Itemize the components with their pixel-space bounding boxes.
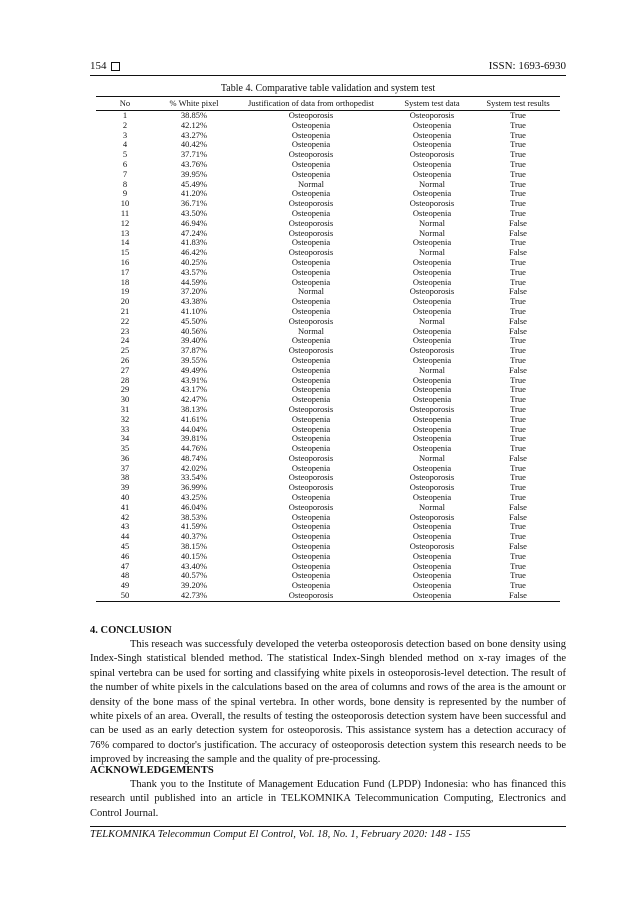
table-cell: 40.25% [180,256,208,267]
table-cell: 2 [122,119,128,130]
table-cell: Osteoporosis [288,110,334,120]
table-cell: 36.99% [180,482,208,493]
table-cell: Osteopenia [291,168,331,179]
acknowledgements-heading: ACKNOWLEDGEMENTS [90,765,214,776]
table-cell: 10 [120,198,130,209]
table-row [96,591,560,601]
table-cell: 45 [120,541,130,552]
table-cell: 47.24% [180,227,208,238]
table-cell: 38.13% [180,403,208,414]
table-cell: False [509,325,527,336]
table-cell: Normal [419,364,445,375]
table-cell: Osteoporosis [288,345,334,356]
table-cell: 37.20% [180,286,208,297]
table-cell: Osteoporosis [409,149,455,160]
table-cell: 40.56% [180,325,208,336]
table-cell: True [510,178,526,189]
table-cell: Osteopenia [291,560,331,571]
table-cell: 42.47% [180,394,208,405]
table-cell: 37.87% [180,345,208,356]
table-cell: Osteopenia [291,207,331,218]
table-cell: True [510,237,526,248]
table-cell: Osteopenia [291,305,331,316]
table-cell: Osteopenia [291,550,331,561]
table-cell: Osteopenia [291,394,331,405]
table-cell: True [510,168,526,179]
table-cell: 44.59% [180,276,208,287]
table-cell: Osteopenia [412,433,452,444]
table-cell: Osteopenia [412,158,452,169]
table-cell: True [510,305,526,316]
table-cell: False [509,247,527,258]
table-cell: Osteoporosis [288,403,334,414]
table-cell: Osteopenia [291,580,331,591]
table-cell: Osteopenia [412,590,452,601]
table-cell: 5 [122,149,128,160]
table-cell: True [510,374,526,385]
table-cell: True [510,207,526,218]
table-cell: Osteopenia [412,188,452,199]
table-cell: 49 [120,580,130,591]
table-cell: 39 [120,482,130,493]
table-cell: Osteopenia [291,423,331,434]
table-cell: 43 [120,521,130,532]
column-header: System test data [404,98,460,108]
table-caption: Table 4. Comparative table validation and system test [220,83,436,94]
table-cell: 4 [122,139,128,150]
table-cell: 21 [120,305,130,316]
table-cell: False [509,452,527,463]
table-cell: Osteoporosis [288,452,334,463]
table-cell: False [509,590,527,601]
table-cell: Osteopenia [291,364,331,375]
results-table-container [96,96,560,602]
table-cell: 31 [120,403,130,414]
table-cell: 43.38% [180,296,208,307]
table-cell: Osteopenia [291,188,331,199]
table-cell: Osteopenia [412,237,452,248]
table-cell: Osteopenia [412,276,452,287]
table-cell: Osteopenia [412,423,452,434]
table-cell: False [509,541,527,552]
table-cell: 38.85% [180,110,208,120]
table-cell: 36 [120,452,130,463]
table-cell: 38 [120,472,130,483]
table-cell: True [510,266,526,277]
table-cell: 46 [120,550,130,561]
table-cell: Osteoporosis [288,501,334,512]
table-cell: True [510,119,526,130]
table-cell: 15 [120,247,130,258]
table-cell: Osteopenia [291,266,331,277]
table-cell: True [510,139,526,150]
table-cell: 44.04% [180,423,208,434]
table-cell: Osteoporosis [288,247,334,258]
table-cell: Normal [419,452,445,463]
table-cell: 47 [120,560,130,571]
table-cell: Osteoporosis [288,482,334,493]
table-cell: 43.27% [180,129,208,140]
table-cell: Osteoporosis [409,198,455,209]
table-cell: 44 [120,531,130,542]
table-cell: 9 [122,188,128,199]
table-cell: Osteopenia [412,256,452,267]
table-cell: 41.61% [180,413,208,424]
table-cell: 23 [120,325,130,336]
table-cell: 25 [120,345,130,356]
table-cell: Osteopenia [291,413,331,424]
table-cell: Osteoporosis [288,590,334,601]
table-cell: 43.17% [180,384,208,395]
table-cell: Osteopenia [412,443,452,454]
table-cell: Osteoporosis [409,482,455,493]
table-cell: 14 [120,237,130,248]
table-cell: 43.76% [180,158,208,169]
table-cell: True [510,110,526,120]
table-cell: 40.57% [180,570,208,581]
table-cell: Osteopenia [291,433,331,444]
table-cell: Osteopenia [412,462,452,473]
table-cell: True [510,296,526,307]
table-cell: Osteopenia [291,276,331,287]
table-cell: 12 [120,217,130,228]
table-cell: Normal [419,227,445,238]
table-cell: True [510,433,526,444]
table-cell: Normal [419,315,445,326]
table-cell: 40.42% [180,139,208,150]
table-cell: Osteopenia [412,129,452,140]
table-cell: True [510,198,526,209]
table-cell: 38.53% [180,511,208,522]
table-cell: True [510,276,526,287]
table-cell: Osteopenia [291,237,331,248]
table-cell: True [510,413,526,424]
table-cell: Osteoporosis [288,198,334,209]
table-cell: True [510,149,526,160]
table-cell: Osteopenia [291,570,331,581]
table-cell: Osteopenia [412,296,452,307]
table-cell: 8 [122,178,128,189]
table-cell: 7 [122,168,128,179]
table-cell: Normal [419,501,445,512]
table-row [96,317,560,327]
table-cell: Osteopenia [291,256,331,267]
table-cell: True [510,560,526,571]
footer-divider [90,826,566,827]
table-cell: 41.10% [180,305,208,316]
table-cell: True [510,158,526,169]
table-cell: 19 [120,286,130,297]
table-cell: 39.55% [180,354,208,365]
table-cell: Osteopenia [412,570,452,581]
table-cell: 41.20% [180,188,208,199]
table-cell: 44.76% [180,443,208,454]
table-cell: False [509,286,527,297]
table-header-row [96,97,560,111]
table-cell: True [510,482,526,493]
table-cell: 1 [122,110,128,120]
table-row [96,170,560,180]
table-cell: Osteopenia [412,354,452,365]
table-cell: Osteopenia [291,511,331,522]
table-cell: Normal [419,178,445,189]
table-cell: 50 [120,590,130,601]
table-cell: True [510,384,526,395]
results-table [96,96,560,602]
table-cell: True [510,472,526,483]
table-cell: Osteopenia [291,119,331,130]
table-cell: Osteopenia [412,580,452,591]
table-cell: Osteopenia [291,541,331,552]
table-cell: 41 [120,501,130,512]
table-cell: Osteopenia [291,462,331,473]
table-cell: False [509,501,527,512]
table-cell: 18 [120,276,130,287]
table-cell: 28 [120,374,130,385]
table-cell: 37 [120,462,130,473]
table-cell: Osteopenia [412,119,452,130]
table-cell: True [510,354,526,365]
table-cell: True [510,531,526,542]
table-cell: Osteopenia [291,139,331,150]
table-cell: Osteoporosis [409,472,455,483]
table-cell: Osteopenia [412,531,452,542]
table-cell: Osteoporosis [288,472,334,483]
table-cell: Osteoporosis [288,217,334,228]
table-cell: 43.91% [180,374,208,385]
table-cell: 30 [120,394,130,405]
table-cell: 46.42% [180,247,208,258]
table-cell: 37.71% [180,149,208,160]
table-cell: 39.95% [180,168,208,179]
table-cell: 3 [122,129,128,140]
table-cell: Osteopenia [412,550,452,561]
table-cell: 33 [120,423,130,434]
table-cell: True [510,423,526,434]
table-cell: True [510,394,526,405]
page-footer: TELKOMNIKA Telecommun Comput El Control, Vol. 18, No. 1, February 2020: 148 - 155 [90,829,471,840]
table-cell: Osteopenia [412,521,452,532]
table-cell: Osteopenia [291,531,331,542]
table-cell: Osteopenia [291,443,331,454]
table-cell: Osteopenia [291,296,331,307]
table-cell: Osteoporosis [409,541,455,552]
square-icon [111,62,120,71]
table-cell: True [510,550,526,561]
table-cell: 22 [120,315,130,326]
table-cell: Osteopenia [291,492,331,503]
issn: ISSN: 1693-6930 [488,60,566,72]
table-cell: 26 [120,354,130,365]
table-cell: True [510,256,526,267]
table-cell: 36.71% [180,198,208,209]
page-header [90,58,566,74]
table-cell: 40.15% [180,550,208,561]
table-cell: Osteoporosis [409,403,455,414]
acknowledgements-paragraph: Thank you to the Institute of Management Education Fund (LPDP) Indonesia: who has financed this research until published into an article in TELKOMNIKA Telecommunication Computing, Electronics and Control Journal. [90,779,566,819]
table-cell: Normal [419,247,445,258]
table-cell: 43.25% [180,492,208,503]
table-cell: Osteopenia [412,384,452,395]
column-header: Justification of data from orthopedist [247,98,375,108]
table-body [96,111,560,602]
table-cell: True [510,188,526,199]
table-cell: 49.49% [180,364,208,375]
table-cell: Osteopenia [412,374,452,385]
table-cell: Normal [419,217,445,228]
table-cell: 32 [120,413,130,424]
table-cell: 38.15% [180,541,208,552]
table-cell: Osteoporosis [288,227,334,238]
table-cell: True [510,492,526,503]
table-cell: 43.40% [180,560,208,571]
conclusion-paragraph: This reseach was successfuly developed the veterba osteoporosis detection based on bone density using Index-Singh statistical blended method. The statistical Index-Singh blended method on x-ray images of the spinal vertebra can be used for sorting and classifying white pixels in osteoporosis-level detection. The result of the number of white pixels in the calculations based on the area of columns and rows of the area is the amount or density of the bone mass of the spinal vertebra. In other words, bone density is represented by the number of white pixels of an area. Overall, the results of testing the osteoporosis detection system have been successful and can be used as an early detection system for osteoporosis. This assistance system has a detection accuracy of 76% compared to doctor's justification. The accuracy of osteoporosis detection system this research needs to be improved by increasing the sample and the quality of pre-processing. [90,639,566,766]
table-cell: True [510,443,526,454]
table-cell: False [509,364,527,375]
table-cell: Osteoporosis [288,149,334,160]
table-cell: 13 [120,227,130,238]
table-cell: 27 [120,364,130,375]
table-cell: 41.83% [180,237,208,248]
table-cell: 39.40% [180,335,208,346]
conclusion-heading: 4. CONCLUSION [90,625,172,636]
table-cell: True [510,570,526,581]
table-cell: 41.59% [180,521,208,532]
table-cell: 42 [120,511,130,522]
table-cell: Osteopenia [412,413,452,424]
table-cell: Normal [298,325,324,336]
table-cell: Osteopenia [412,168,452,179]
table-cell: 40.37% [180,531,208,542]
table-cell: 17 [120,266,130,277]
table-cell: 46.94% [180,217,208,228]
table-cell: Osteopenia [291,129,331,140]
table-cell: Osteopenia [291,158,331,169]
header-left [90,60,120,72]
table-cell: Normal [298,178,324,189]
table-cell: Osteopenia [412,305,452,316]
table-cell: Osteopenia [291,374,331,385]
table-cell: Osteoporosis [409,286,455,297]
table-cell: Osteopenia [412,560,452,571]
table-cell: 16 [120,256,130,267]
table-cell: True [510,345,526,356]
table-cell: 43.57% [180,266,208,277]
table-cell: False [509,511,527,522]
table-cell: 11 [120,207,130,218]
table-cell: True [510,521,526,532]
header-divider [90,75,566,76]
table-cell: True [510,580,526,591]
table-cell: False [509,217,527,228]
table-cell: 20 [120,296,130,307]
table-cell: 34 [120,433,130,444]
table-cell: 6 [122,158,128,169]
table-cell: 42.73% [180,590,208,601]
table-cell: Osteopenia [412,325,452,336]
table-cell: 42.02% [180,462,208,473]
table-cell: 33.54% [180,472,208,483]
table-cell: True [510,129,526,140]
table-cell: 45.50% [180,315,208,326]
table-cell: Osteopenia [412,335,452,346]
table-cell: 48.74% [180,452,208,463]
table-row [96,278,560,288]
table-cell: 29 [120,384,130,395]
table-cell: Normal [298,286,324,297]
table-cell: 43.50% [180,207,208,218]
table-cell: 40 [120,492,130,503]
table-cell: Osteopenia [412,207,452,218]
table-cell: True [510,403,526,414]
table-cell: Osteopenia [412,266,452,277]
table-cell: False [509,315,527,326]
table-cell: Osteopenia [291,521,331,532]
column-header: % White pixel [169,98,219,108]
table-cell: Osteopenia [291,384,331,395]
column-header: System test results [486,98,550,108]
table-cell: Osteopenia [412,139,452,150]
table-cell: 48 [120,570,130,581]
table-cell: 42.12% [180,119,208,130]
table-cell: True [510,462,526,473]
table-cell: True [510,335,526,346]
table-cell: Osteopenia [291,354,331,365]
table-cell: Osteopenia [291,335,331,346]
table-cell: 39.20% [180,580,208,591]
table-cell: Osteoporosis [409,110,455,120]
table-cell: 39.81% [180,433,208,444]
table-cell: 46.04% [180,501,208,512]
page-number: 154 [90,60,107,72]
table-cell: Osteoporosis [409,511,455,522]
table-cell: False [509,227,527,238]
table-cell: 35 [120,443,130,454]
table-cell: 24 [120,335,130,346]
table-cell: 45.49% [180,178,208,189]
table-cell: Osteoporosis [288,315,334,326]
table-cell: Osteopenia [412,492,452,503]
table-cell: Osteopenia [412,394,452,405]
column-header: No [119,98,131,108]
table-cell: Osteoporosis [409,345,455,356]
